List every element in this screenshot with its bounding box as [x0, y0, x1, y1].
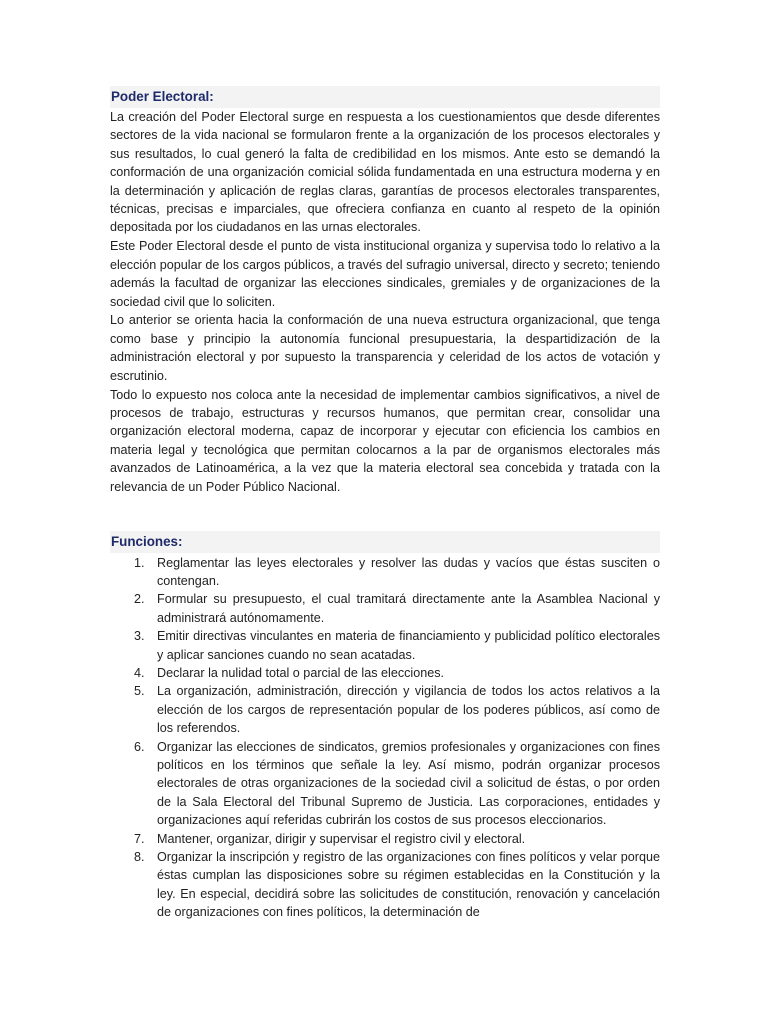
heading-funciones: Funciones: [110, 531, 660, 553]
list-item-text: Mantener, organizar, dirigir y supervisar el registro civil y electoral. [157, 831, 526, 846]
paragraph-creacion: La creación del Poder Electoral surge en respuesta a los cuestionamientos que desde diferentes sectores de la vida nacional se formularon frente a la organización de los procesos electorales y sus resultados, lo cual generó la falta de credibilidad en los mismos. Ante esto se demandó la conformación de una organización comicial sólida fundamentada en una estructura moderna y en la determinación y aplicación de reglas claras, garantías de procesos electorales transparentes, técnicas, precisas e imparciales, que ofreciera confianza en cuanto al respeto de la opinión depositada por los ciudadanos en las urnas electorales. [110, 110, 660, 235]
list-item [110, 664, 660, 682]
paragraph-institucional: Este Poder Electoral desde el punto de vista institucional organiza y supervisa todo lo relativo a la elección popular de los cargos públicos, a través del sufragio universal, directo y secreto; teniendo además la facultad de organizar las elecciones sindicales, gremiales y de organizaciones de la sociedad civil que lo soliciten. [110, 239, 660, 309]
list-item [110, 627, 660, 664]
document-page [110, 86, 660, 922]
paragraph-estructura: Lo anterior se orienta hacia la conformación de una nueva estructura organizacional, que tenga como base y principio la autonomía funcional presupuestaria, la despartidización de la administración electoral y por supuesto la transparencia y celeridad de los actos de votación y escrutinio. [110, 313, 660, 383]
paragraph-expuesto: Todo lo expuesto nos coloca ante la necesidad de implementar cambios significativos, a nivel de procesos de trabajo, estructuras y recursos humanos, que permitan crear, consolidar una organización electoral moderna, capaz de incorporar y ejecutar con eficiencia los cambios en materia legal y tecnológica que permitan colocarnos a la par de organismos electorales más avanzados de Latinoamérica, a la vez que la materia electoral sea concebida y tratada con la relevancia de un Poder Público Nacional. [110, 387, 660, 494]
list-item-number: 6. [134, 739, 145, 754]
list-item-text: Formular su presupuesto, el cual tramitará directamente ante la Asamblea Nacional y administrará autónomamente. [157, 592, 660, 625]
list-item-text: Emitir directivas vinculantes en materia de financiamiento y publicidad político electorales y aplicar sanciones cuando no sean acatadas. [157, 629, 660, 662]
list-item-text: Reglamentar las leyes electorales y resolver las dudas y vacíos que éstas susciten o contengan. [157, 555, 660, 588]
list-item-number: 5. [134, 684, 145, 699]
list-item-text: La organización, administración, dirección y vigilancia de todos los actos relativos a la elección de los cargos de representación popular de los poderes públicos, así como de los referendos. [157, 684, 660, 736]
section-spacer [110, 497, 660, 531]
list-item-number: 8. [134, 850, 145, 865]
list-item-number: 2. [134, 592, 145, 607]
heading-poder-electoral: Poder Electoral: [110, 86, 660, 108]
list-item [110, 554, 660, 591]
funciones-list [110, 554, 660, 922]
list-item [110, 682, 660, 737]
list-item-number: 1. [134, 555, 145, 570]
list-item-number: 7. [134, 831, 145, 846]
list-item-text: Organizar la inscripción y registro de las organizaciones con fines políticos y velar porque éstas cumplan las disposiciones sobre su régimen establecidas en la Constitución y la ley. En especial, decidirá sobre las solicitudes de constitución, renovación y cancelación de organizaciones con fines políticos, la determinación de [157, 850, 660, 920]
list-item [110, 738, 660, 830]
list-item [110, 848, 660, 922]
list-item [110, 830, 660, 848]
list-item-number: 4. [134, 665, 145, 680]
list-item-text: Declarar la nulidad total o parcial de las elecciones. [157, 665, 445, 680]
list-item [110, 590, 660, 627]
list-item-number: 3. [134, 629, 145, 644]
list-item-text: Organizar las elecciones de sindicatos, gremios profesionales y organizaciones con fines políticos en los términos que señale la ley. Así mismo, podrán organizar procesos electorales de otras organizaciones de la sociedad civil a solicitud de éstas, o por orden de la Sala Electoral del Tribunal Supremo de Justicia. Las corporaciones, entidades y organizaciones aquí referidas cubrirán los costos de sus procesos eleccionarios. [157, 739, 660, 828]
poder-electoral-body [110, 108, 660, 496]
